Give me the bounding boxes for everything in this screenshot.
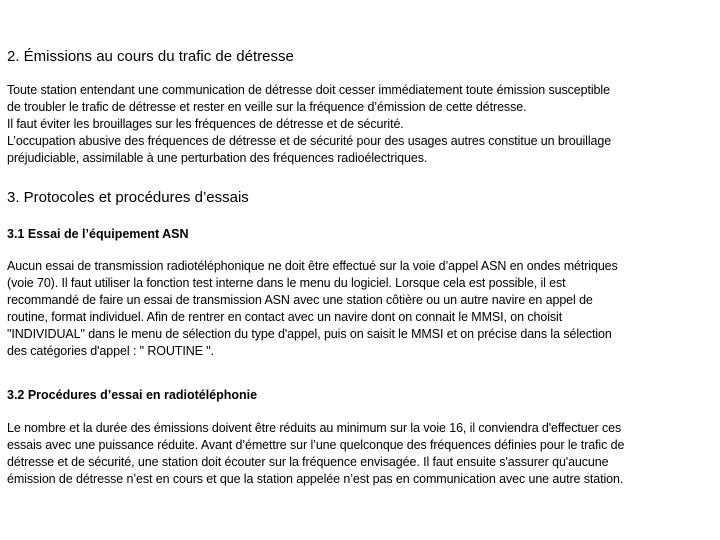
section-3-2-heading: 3.2 Procédures d’essai en radiotéléphonie <box>7 388 258 402</box>
paragraph-line: détresse et de sécurité, une station doit écouter sur la fréquence envisagée. Il faut ensuite s'assurer qu'aucune <box>7 455 609 469</box>
paragraph-line: Aucun essai de transmission radiotéléphonique ne doit être effectué sur la voie d’appel ASN en ondes métriques <box>7 259 618 273</box>
section-3-heading: 3. Protocoles et procédures d’essais <box>7 189 249 206</box>
paragraph-line: routine, format individuel. Afin de rentrer en contact avec un navire dont on connait le MMSI, on choisit <box>7 310 563 324</box>
paragraph-line: Le nombre et la durée des émissions doivent être réduits au minimum sur la voie 16, il conviendra d'effectuer ces <box>7 421 622 435</box>
paragraph-line: de troubler le trafic de détresse et rester en veille sur la fréquence d’émission de cette détresse. <box>7 100 527 114</box>
section-3-1-heading: 3.1 Essai de l’équipement ASN <box>7 227 189 241</box>
paragraph-line: essais avec une puissance réduite. Avant d’émettre sur l’une quelconque des fréquences définies pour le trafic de <box>7 438 625 452</box>
paragraph-line: préjudiciable, assimilable à une perturbation des fréquences radioélectriques. <box>7 151 428 165</box>
section-2-heading: 2. Émissions au cours du trafic de détresse <box>7 48 294 65</box>
section-3-1-paragraph <box>7 258 618 360</box>
section-3-2-paragraph <box>7 420 624 488</box>
paragraph-line: Il faut éviter les brouillages sur les fréquences de détresse et de sécurité. <box>7 117 404 131</box>
paragraph-line: (voie 70). Il faut utiliser la fonction test interne dans le menu du logiciel. Lorsque cela est possible, il est <box>7 276 566 290</box>
paragraph-line: Toute station entendant une communication de détresse doit cesser immédiatement toute émission susceptible <box>7 83 610 97</box>
paragraph-line: recommandé de faire un essai de transmission ASN avec une station côtière ou un autre navire en appel de <box>7 293 593 307</box>
paragraph-line: des catégories d'appel : " ROUTINE ". <box>7 344 214 358</box>
paragraph-line: émission de détresse n’est en cours et que la station appelée n’est pas en communication avec une autre station. <box>7 472 624 486</box>
paragraph-line: "INDIVIDUAL" dans le menu de sélection du type d'appel, puis on saisit le MMSI et on précise dans la sélection <box>7 327 612 341</box>
paragraph-line: L’occupation abusive des fréquences de détresse et de sécurité pour des usages autres constitue un brouillage <box>7 134 612 148</box>
section-2-paragraph <box>7 82 611 167</box>
